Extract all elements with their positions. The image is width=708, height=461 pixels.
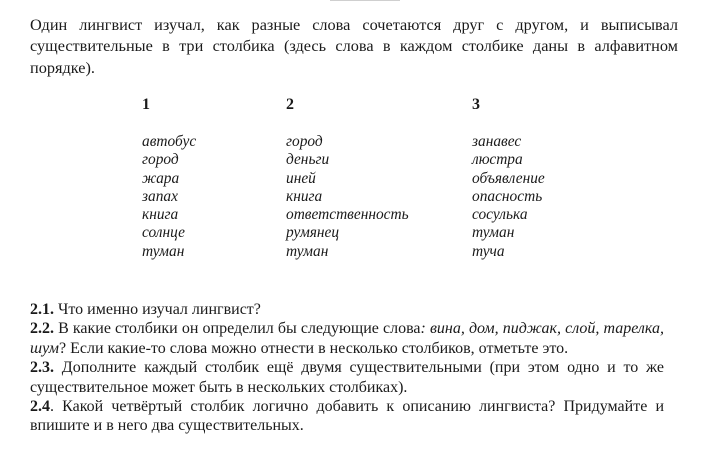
question-2-2 (30, 319, 664, 358)
column-1-word-list (142, 133, 196, 261)
word-item: солнце (142, 224, 186, 242)
column-3-number: 3 (472, 96, 480, 113)
question-number: 2.1. (30, 301, 54, 318)
question-2-3 (30, 358, 664, 397)
question-text: В какие столбики он определил бы следующие слова (54, 320, 421, 338)
word-item: румянец (286, 224, 340, 242)
word-item: жара (142, 169, 180, 187)
question-text: Дополните каждый столбик ещё двумя существительными (при этом одно и то же существительное может быть в нескольких столбиках). (30, 359, 664, 396)
word-item: сосулька (472, 206, 528, 224)
word-item: туча (472, 242, 505, 260)
word-item: запах (142, 187, 178, 205)
word-item: люстра (472, 151, 523, 169)
word-item: объявление (472, 169, 545, 187)
question-number: 2.4 (30, 398, 50, 416)
word-item: деньги (286, 151, 330, 169)
word-item: опасность (472, 187, 543, 205)
column-3-word-list (472, 133, 545, 261)
word-item: город (142, 151, 179, 169)
intro-paragraph: Один лингвист изучал, как разные слова сочетаются друг с другом, и выписывал существительные в три столбика (здесь слова в каждом столбике даны в алфавитном порядке). (30, 15, 678, 77)
column-2-number: 2 (286, 96, 294, 113)
question-text: ? Если какие-то слова можно отнести в несколько столбиков, отметьте это. (59, 339, 569, 357)
word-item: ответственность (286, 206, 409, 224)
word-item: иней (286, 169, 316, 187)
column-2-word-list (286, 133, 409, 261)
question-number: 2.2. (30, 320, 54, 338)
column-1-number: 1 (142, 96, 150, 113)
word-item: автобус (142, 133, 197, 150)
word-item: занавес (472, 133, 522, 150)
question-word-list: : вина, дом, пиджак, слой, тарелка, шум (30, 320, 664, 357)
word-item: туман (142, 242, 185, 260)
word-item: туман (286, 242, 329, 260)
question-number: 2.3. (30, 359, 54, 377)
page-top-fragment (330, 0, 400, 4)
word-item: город (286, 133, 323, 150)
question-text: Что именно изучал лингвист? (54, 301, 261, 318)
word-item: туман (472, 224, 515, 242)
question-2-1 (30, 300, 664, 319)
questions-block (30, 300, 664, 436)
question-2-4 (30, 397, 664, 436)
question-text: . Какой четвёртый столбик логично добавить к описанию лингвиста? Придумайте и впишите и в него два существительных. (30, 398, 664, 435)
word-item: книга (286, 187, 323, 205)
word-item: книга (142, 206, 179, 224)
